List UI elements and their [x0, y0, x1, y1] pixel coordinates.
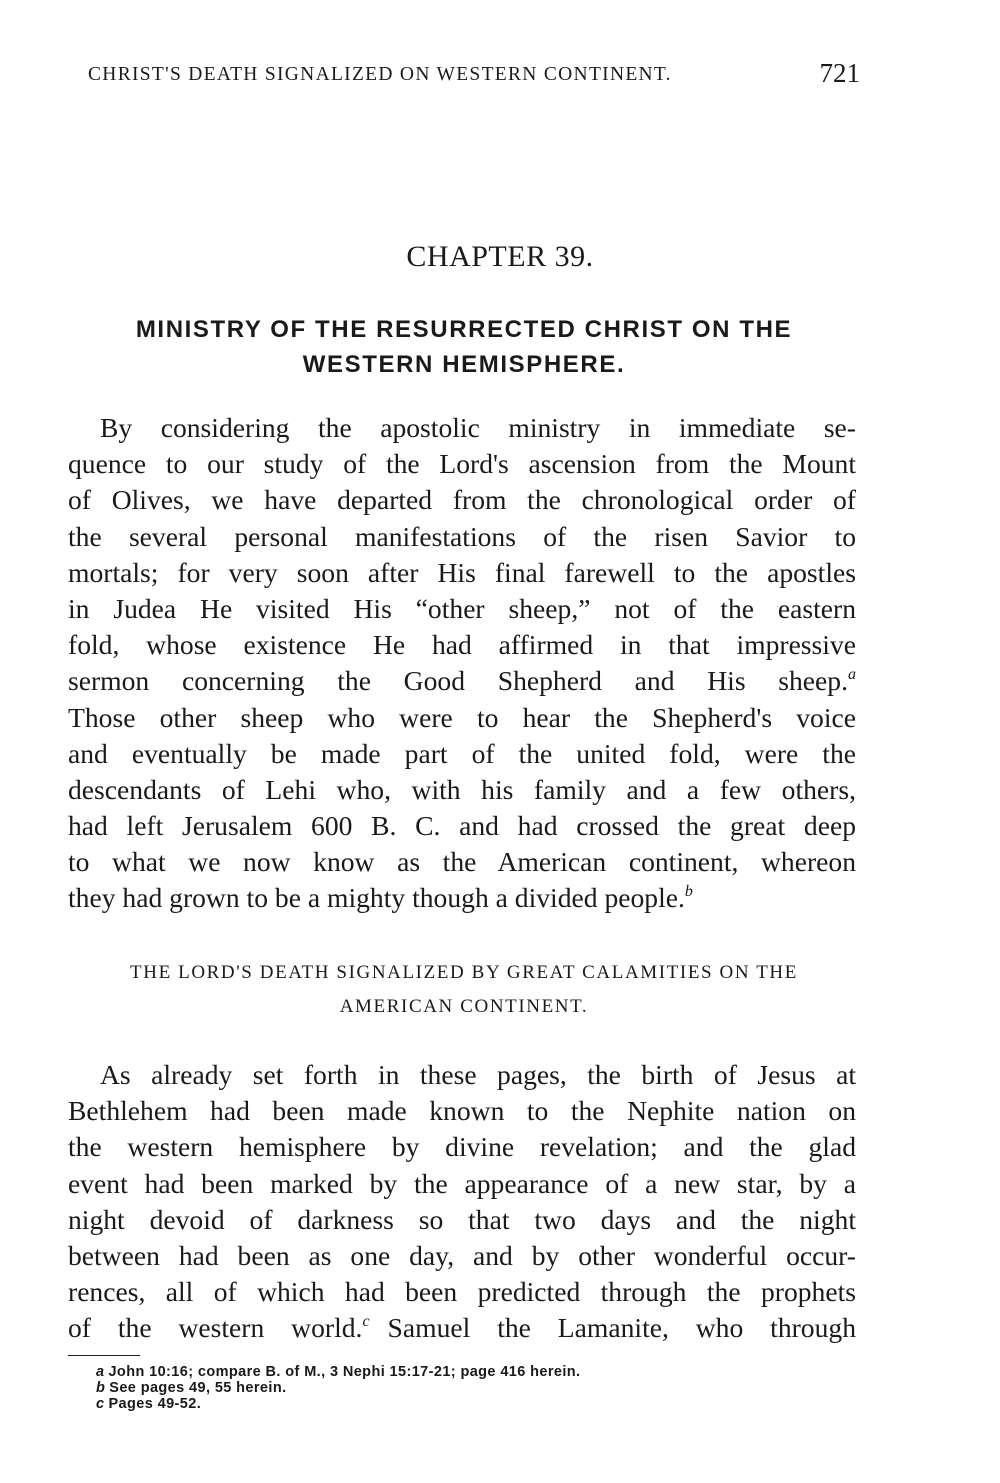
running-head [88, 58, 860, 88]
text-line: the several personal manifestations of the risen Savior to [68, 520, 856, 552]
section-heading [68, 956, 860, 1024]
text-line: By considering the apostolic ministry in immediate se- [100, 412, 856, 443]
text-line: descendants of Lehi who, with his family and a few others, [68, 773, 856, 805]
text-line [68, 880, 856, 916]
text-line-content: of the western world. [68, 1312, 363, 1344]
footnote-ref-b: b [684, 883, 693, 901]
text-line: Those other sheep who were to hear the Shepherd's voice [68, 701, 856, 733]
footnote [96, 1364, 856, 1380]
footnote [96, 1396, 856, 1412]
text-line: to what we now know as the American continent, whereon [68, 846, 856, 878]
section-heading-line: AMERICAN CONTINENT. [339, 996, 589, 1017]
chapter-heading-line: MINISTRY OF THE RESURRECTED CHRIST ON THE [135, 316, 793, 343]
text-line: mortals; for very soon after His final farewell to the apostles [68, 556, 856, 588]
running-head-title: CHRIST'S DEATH SIGNALIZED ON WESTERN CONTINENT. [88, 64, 672, 85]
text-line: of Olives, we have departed from the chronological order of [68, 484, 856, 516]
text-line [68, 663, 856, 699]
chapter-heading-line: WESTERN HEMISPHERE. [302, 351, 626, 378]
footnote-text: Pages 49-52. [108, 1396, 202, 1412]
footnote-marker: b [96, 1380, 106, 1396]
text-line: event had been marked by the appearance of a new star, by a [68, 1167, 856, 1199]
footnote-text: John 10:16; compare B. of M., 3 Nephi 15:17-21; page 416 herein. [108, 1364, 581, 1380]
text-line: had left Jerusalem 600 B. C. and had crossed the great deep [68, 810, 856, 842]
footnotes [96, 1364, 856, 1412]
text-line: As already set forth in these pages, the birth of Jesus at [100, 1059, 856, 1090]
chapter-heading [68, 312, 860, 382]
footnote-marker: c [96, 1396, 105, 1412]
footnote-ref-c: c [362, 1313, 370, 1331]
chapter-title: CHAPTER 39. [406, 240, 594, 273]
text-line [68, 1310, 856, 1346]
text-line: in Judea He visited His “other sheep,” not of the eastern [68, 592, 856, 624]
text-line: Bethlehem had been made known to the Nephite nation on [68, 1095, 856, 1127]
text-line: between had been as one day, and by other wonderful occur- [68, 1239, 856, 1271]
footnote-text: See pages 49, 55 herein. [109, 1380, 287, 1396]
text-line-content: sermon concerning the Good Shepherd and His sheep. [68, 665, 848, 697]
footnote [96, 1380, 856, 1396]
paragraph-1 [68, 410, 856, 917]
text-line: and eventually be made part of the united fold, were the [68, 737, 856, 769]
text-line: night devoid of darkness so that two days and the night [68, 1203, 856, 1235]
text-line: the western hemisphere by divine revelation; and the glad [68, 1131, 856, 1163]
text-line: quence to our study of the Lord's ascension from the Mount [68, 448, 856, 480]
page-number: 721 [819, 58, 860, 88]
text-line: fold, whose existence He had affirmed in that impressive [68, 629, 856, 661]
text-line-content: Samuel the Lamanite, who through [387, 1312, 856, 1344]
paragraph-2 [68, 1057, 856, 1347]
text-line: rences, all of which had been predicted through the prophets [68, 1276, 856, 1308]
footnote-rule [68, 1355, 140, 1356]
text-line-content: they had grown to be a mighty though a divided people. [68, 882, 685, 914]
footnote-marker: a [96, 1364, 105, 1380]
section-heading-line: THE LORD'S DEATH SIGNALIZED BY GREAT CALAMITIES ON THE [130, 962, 798, 983]
footnote-ref-a: a [848, 666, 856, 684]
